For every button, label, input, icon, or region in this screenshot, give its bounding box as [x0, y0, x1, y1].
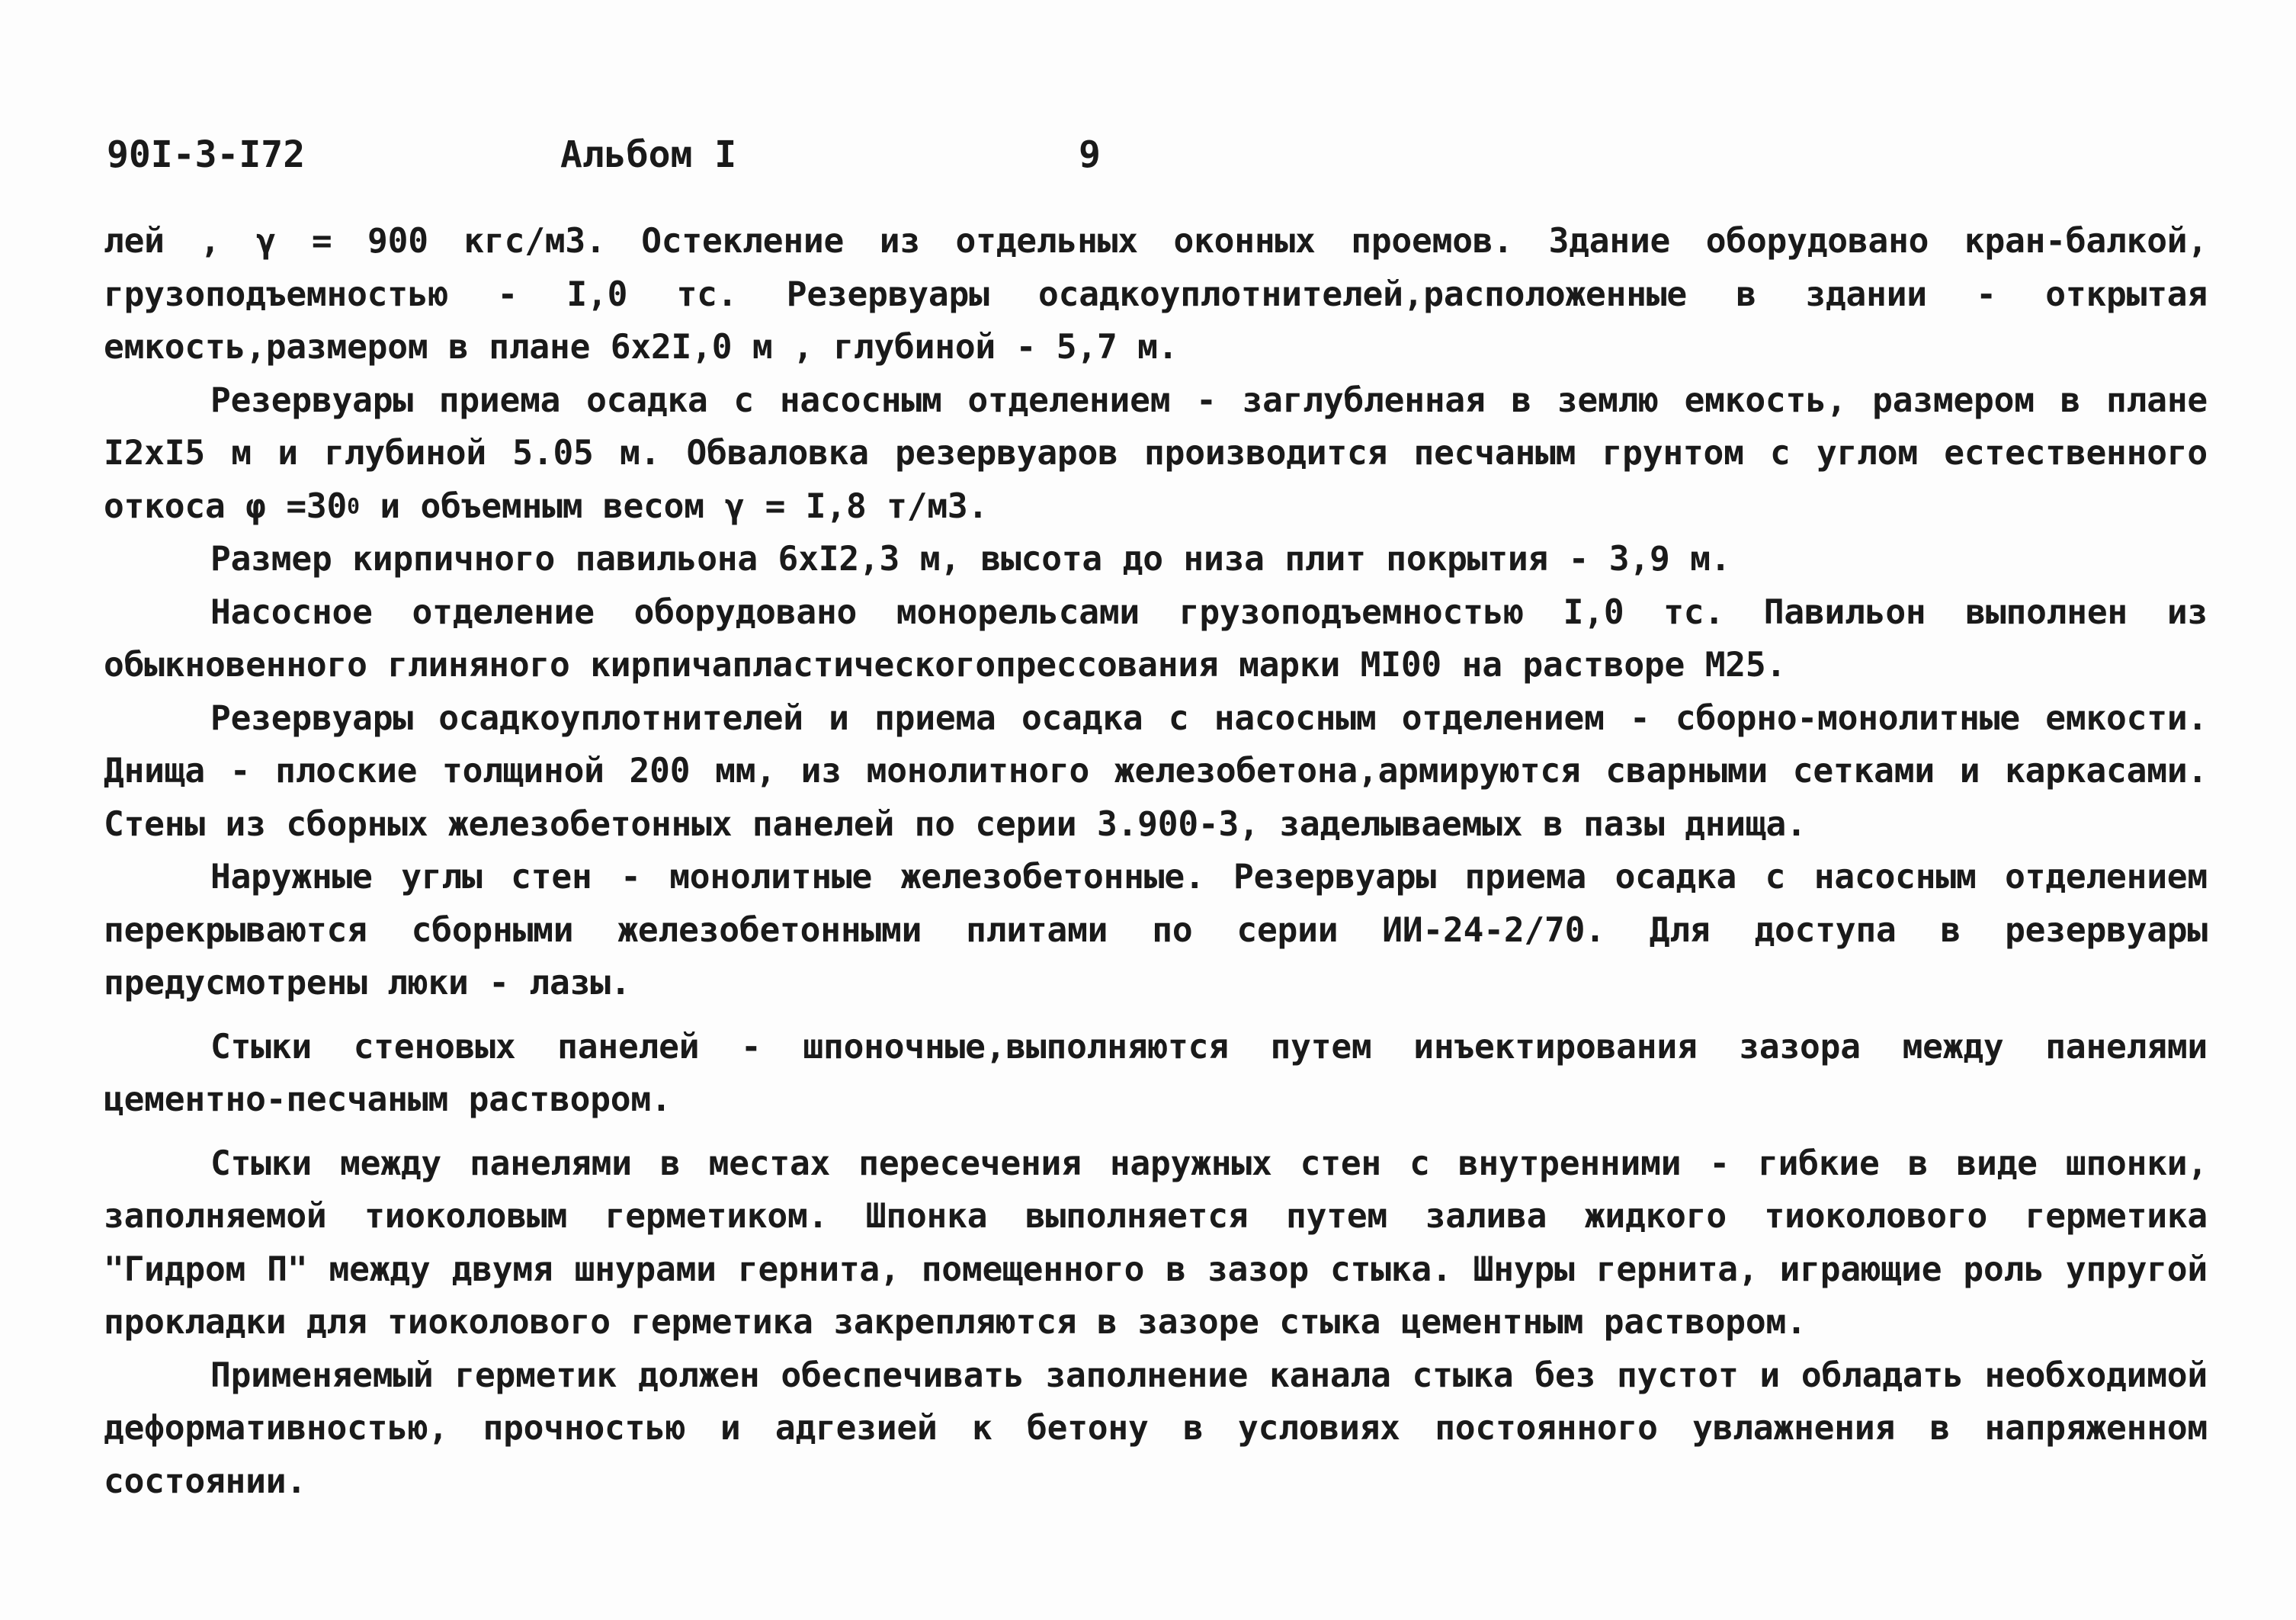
paragraph-continuation: лей , γ = 900 кгс/м3. Остекление из отдельных оконных проемов. Здание оборудовано кран-балкой, грузоподъемностью - I,0 тс. Резервуары осадкоуплотнителей,расположенные в здании - открытая емкость,размером в плане 6х2I,0 м , глубиной - 5,7 м.	[104, 222, 2208, 367]
album-label: Альбом I	[560, 133, 737, 176]
paragraph-text: Резервуары приема осадка с насосным отделением - заглубленная в землю емкость, размером в плане I2хI5 м и глубиной 5.05 м. Обваловка резервуаров производится песчаным грунтом с углом естественного откоса φ =30	[104, 380, 2208, 526]
paragraph-sealant: Применяемый герметик должен обеспечивать заполнение канала стыка без пустот и обладать необходимой деформативностью, прочностью и адгезией к бетону в условиях постоянного увлажнения в напряженном состоянии.	[104, 1355, 2208, 1501]
paragraph-panel-joints: Стыки стеновых панелей - шпоночные,выполняются путем инъектирования зазора между панелями цементно-песчаным раствором.	[104, 1027, 2208, 1119]
paragraph-pavilion-size: Размер кирпичного павильона 6хI2,3 м, высота до низа плит покрытия - 3,9 м.	[210, 540, 1731, 579]
page-header	[107, 128, 1250, 181]
paragraph-text-after: и объемным весом γ = I,8 т/м3.	[359, 486, 989, 526]
document-body	[104, 215, 2208, 1508]
paragraph-reservoirs-intake	[104, 374, 2208, 534]
paragraph-reservoir-structure: Резервуары осадкоуплотнителей и приема осадка с насосным отделением - сборно-монолитные емкости. Днища - плоские толщиной 200 мм, из монолитного железобетона,армируются сварными сетками и каркасами. Стены из сборных железобетонных панелей по серии 3.900-3, заделываемых в пазы днища.	[104, 698, 2208, 844]
paragraph-pump-room: Насосное отделение оборудовано монорельсами грузоподъемностью I,0 тс. Павильон выполнен из обыкновенного глиняного кирпичапластическогопрессования марки МI00 на растворе М25.	[104, 592, 2208, 685]
degree-superscript: 0	[347, 492, 360, 518]
document-code: 90I-3-I72	[107, 133, 306, 176]
paragraph-outer-corners: Наружные углы стен - монолитные железобетонные. Резервуары приема осадка с насосным отделением перекрываются сборными железобетонными плитами по серии ИИ-24-2/70. Для доступа в резервуары предусмотрены люки - лазы.	[104, 858, 2208, 1002]
page-number: 9	[1079, 133, 1101, 176]
paragraph-flexible-joints: Стыки между панелями в местах пересечения наружных стен с внутренними - гибкие в виде шпонки, заполняемой тиоколовым герметиком. Шпонка выполняется путем залива жидкого тиоколового герметика "Гидром П" между двумя шнурами гернита, помещенного в зазор стыка. Шнуры гернита, играющие роль упругой прокладки для тиоколового герметика закрепляются в зазоре стыка цементным раствором.	[104, 1144, 2208, 1342]
